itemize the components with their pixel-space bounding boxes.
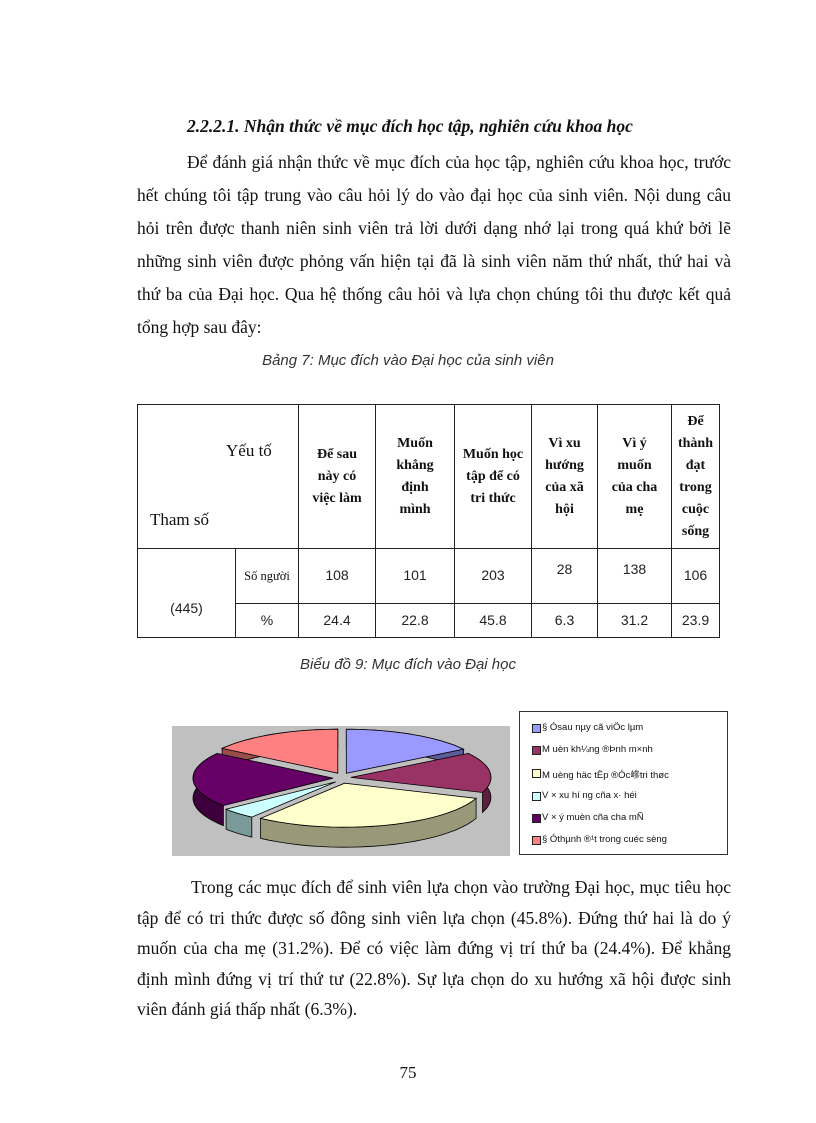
page-number: 75 [399,1063,417,1082]
data-cell: 24.4 [299,604,376,638]
column-header: Muốn học tập để có tri thức [455,405,532,549]
purpose-table [137,404,720,638]
chart-legend [519,711,728,855]
pie-chart-area [172,726,510,856]
table-corner-cell [138,405,299,549]
legend-swatch [532,724,541,733]
data-cell: 23.9 [672,604,720,638]
row-label-cell: Số người [236,549,299,604]
group-label-cell: (445) [138,549,236,638]
pie-chart [172,726,510,856]
data-cell: 101 [376,549,455,604]
column-header: Để sau này có việc làm [299,405,376,549]
data-cell: 31.2 [598,604,672,638]
legend-item: V × ý muèn cña cha mÑ [542,812,644,823]
column-header: Muốn khẳng định mình [376,405,455,549]
legend-swatch [532,814,541,823]
chart-caption: Biểu đồ 9: Mục đích vào Đại học [300,656,516,673]
table-caption: Bảng 7: Mục đích vào Đại học của sinh viên [262,352,554,369]
conclusion-paragraph: Trong các mục đích để sinh viên lựa chọn vào trường Đại học, mục tiêu học tập để có tri thức được số đông sinh viên lựa chọn (45.8%). Đứng thứ hai là do ý muốn của cha mẹ (31.2%). Để có việc làm đứng vị trí thứ ba (24.4%). Để khẳng định mình đứng vị trí thứ tư (22.8%). Sự lựa chọn do xu hướng xã hội được sinh viên đánh giá thấp nhất (6.3%). [137,877,731,1019]
data-cell: 138 [598,549,672,604]
corner-label-bottom: Tham số [150,510,210,529]
table-row [138,549,720,604]
legend-swatch [532,792,541,801]
column-header: Vì xu hướng của xã hội [532,405,598,549]
data-cell: 203 [455,549,532,604]
legend-item: V × xu hí ng cña x· héi [542,790,637,801]
legend-item: § Óthµnh ®¹t trong cuéc sèng [542,834,667,845]
data-cell: 22.8 [376,604,455,638]
legend-swatch [532,836,541,845]
column-header: Để thành đạt trong cuộc sống [672,405,720,549]
data-cell: 28 [532,549,598,604]
corner-label-top: Yếu tố [226,441,272,460]
legend-item: M uèng häc tËp ®Óc㠁tri thøc [542,767,669,781]
legend-item: § Ósau nµy cã viÖc lµm [542,722,643,733]
column-header: Vì ý muốn của cha mẹ [598,405,672,549]
legend-item: M uèn kh¼ng ®Þnh m×nh [542,744,653,755]
table-header-row [138,405,720,549]
section-heading: 2.2.2.1. Nhận thức về mục đích học tập, nghiên cứu khoa học [187,116,633,136]
data-cell: 45.8 [455,604,532,638]
legend-swatch [532,769,541,778]
intro-paragraph: Để đánh giá nhận thức về mục đích của học tập, nghiên cứu khoa học, trước hết chúng tôi tập trung vào câu hỏi lý do vào đại học của sinh viên. Nội dung câu hỏi trên được thanh niên sinh viên trả lời dưới dạng nhớ lại trong quá khứ bởi lẽ những sinh viên được phỏng vấn hiện tại đã là sinh viên năm thứ nhất, thứ hai và thứ ba của Đại học. Qua hệ thống câu hỏi và lựa chọn chúng tôi thu được kết quả tổng hợp sau đây: [137,152,731,337]
data-cell: 106 [672,549,720,604]
data-cell: 6.3 [532,604,598,638]
data-cell: 108 [299,549,376,604]
legend-swatch [532,746,541,755]
row-label-cell: % [236,604,299,638]
